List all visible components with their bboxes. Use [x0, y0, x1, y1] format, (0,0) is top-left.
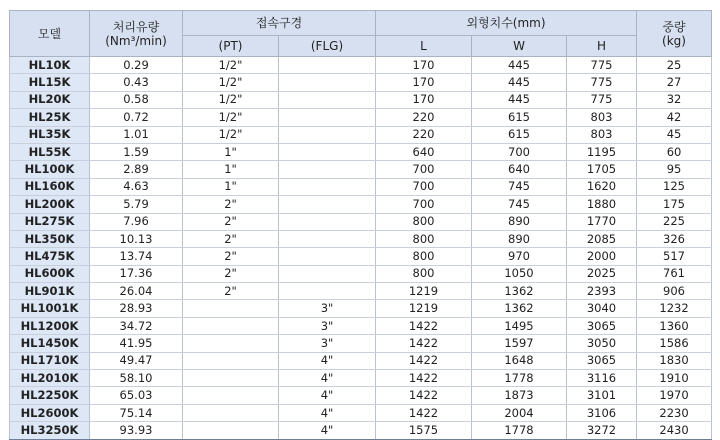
cell-width: 970 — [472, 248, 567, 265]
cell-length: 1575 — [376, 422, 472, 439]
cell-width: 890 — [472, 213, 567, 230]
table-row — [10, 230, 712, 247]
cell-weight: 27 — [637, 74, 712, 91]
table-row — [10, 317, 712, 334]
cell-model: HL1001K — [10, 300, 90, 317]
cell-length: 700 — [376, 161, 472, 178]
cell-weight: 1232 — [637, 300, 712, 317]
cell-pt: 2" — [183, 248, 279, 265]
cell-flg — [279, 74, 376, 91]
header-dimensions-label: 외형치수(mm) — [466, 16, 546, 30]
cell-weight: 1360 — [637, 317, 712, 334]
cell-width: 700 — [472, 143, 567, 160]
cell-width: 1778 — [472, 370, 567, 387]
cell-weight: 42 — [637, 109, 712, 126]
cell-flow: 0.72 — [90, 109, 183, 126]
cell-model: HL2600K — [10, 404, 90, 421]
cell-width: 745 — [472, 178, 567, 195]
cell-width: 2004 — [472, 404, 567, 421]
cell-height: 2393 — [567, 283, 637, 300]
cell-length: 220 — [376, 126, 472, 143]
cell-length: 170 — [376, 57, 472, 74]
cell-flow: 49.47 — [90, 352, 183, 369]
table-row — [10, 404, 712, 421]
cell-flow: 65.03 — [90, 387, 183, 404]
cell-length: 1422 — [376, 335, 472, 352]
cell-weight: 1586 — [637, 335, 712, 352]
cell-model: HL3250K — [10, 422, 90, 439]
cell-height: 3065 — [567, 352, 637, 369]
header-h — [567, 36, 637, 57]
cell-flg — [279, 57, 376, 74]
cell-flg — [279, 143, 376, 160]
cell-weight: 906 — [637, 283, 712, 300]
cell-flow: 0.43 — [90, 74, 183, 91]
cell-model: HL35K — [10, 126, 90, 143]
spec-table-container — [9, 10, 711, 440]
cell-width: 890 — [472, 230, 567, 247]
cell-height: 803 — [567, 109, 637, 126]
cell-height: 1770 — [567, 213, 637, 230]
cell-length: 170 — [376, 91, 472, 108]
cell-width: 445 — [472, 74, 567, 91]
cell-flow: 0.29 — [90, 57, 183, 74]
cell-flg — [279, 283, 376, 300]
cell-flow: 4.63 — [90, 178, 183, 195]
cell-model: HL275K — [10, 213, 90, 230]
cell-flg: 4" — [279, 387, 376, 404]
header-weight-label: 중량 — [662, 19, 686, 34]
cell-weight: 25 — [637, 57, 712, 74]
cell-weight: 1910 — [637, 370, 712, 387]
table-body — [10, 57, 712, 440]
cell-model: HL1710K — [10, 352, 90, 369]
cell-flg — [279, 265, 376, 282]
table-row — [10, 335, 712, 352]
cell-weight: 2430 — [637, 422, 712, 439]
cell-height: 1195 — [567, 143, 637, 160]
cell-flow: 10.13 — [90, 230, 183, 247]
cell-flg — [279, 109, 376, 126]
cell-height: 3101 — [567, 387, 637, 404]
cell-pt — [183, 317, 279, 334]
cell-weight: 32 — [637, 91, 712, 108]
cell-length: 220 — [376, 109, 472, 126]
cell-width: 615 — [472, 126, 567, 143]
header-h-label: H — [596, 39, 607, 53]
cell-height: 775 — [567, 74, 637, 91]
cell-flow: 58.10 — [90, 370, 183, 387]
table-row — [10, 265, 712, 282]
table-row — [10, 370, 712, 387]
cell-model: HL100K — [10, 161, 90, 178]
cell-flg — [279, 161, 376, 178]
header-w-label: W — [513, 39, 525, 53]
table-row — [10, 283, 712, 300]
cell-model: HL2250K — [10, 387, 90, 404]
header-flg — [279, 36, 376, 57]
cell-flow: 1.59 — [90, 143, 183, 160]
cell-pt — [183, 387, 279, 404]
cell-width: 1597 — [472, 335, 567, 352]
table-row — [10, 387, 712, 404]
cell-model: HL25K — [10, 109, 90, 126]
table-row — [10, 91, 712, 108]
cell-flg: 3" — [279, 317, 376, 334]
header-flow-label: 처리유량 — [112, 19, 160, 34]
header-connection — [183, 11, 376, 36]
cell-length: 1422 — [376, 404, 472, 421]
cell-weight: 326 — [637, 230, 712, 247]
cell-pt — [183, 404, 279, 421]
cell-model: HL15K — [10, 74, 90, 91]
cell-flg: 3" — [279, 335, 376, 352]
cell-length: 640 — [376, 143, 472, 160]
table-row — [10, 300, 712, 317]
cell-height: 3106 — [567, 404, 637, 421]
cell-flow: 13.74 — [90, 248, 183, 265]
cell-height: 2085 — [567, 230, 637, 247]
cell-length: 1422 — [376, 387, 472, 404]
cell-model: HL20K — [10, 91, 90, 108]
cell-flow: 2.89 — [90, 161, 183, 178]
cell-length: 700 — [376, 196, 472, 213]
cell-pt — [183, 352, 279, 369]
cell-pt — [183, 422, 279, 439]
table-row — [10, 109, 712, 126]
cell-width: 445 — [472, 57, 567, 74]
cell-width: 1050 — [472, 265, 567, 282]
cell-model: HL2010K — [10, 370, 90, 387]
cell-width: 1648 — [472, 352, 567, 369]
cell-flow: 41.95 — [90, 335, 183, 352]
cell-pt — [183, 370, 279, 387]
cell-model: HL600K — [10, 265, 90, 282]
cell-weight: 761 — [637, 265, 712, 282]
cell-pt: 1/2" — [183, 126, 279, 143]
cell-pt: 1" — [183, 178, 279, 195]
table-row — [10, 178, 712, 195]
cell-flg — [279, 178, 376, 195]
cell-pt: 2" — [183, 196, 279, 213]
cell-flow: 0.58 — [90, 91, 183, 108]
cell-weight: 225 — [637, 213, 712, 230]
cell-model: HL200K — [10, 196, 90, 213]
header-l-label: L — [420, 39, 427, 53]
cell-height: 3065 — [567, 317, 637, 334]
cell-model: HL475K — [10, 248, 90, 265]
cell-length: 170 — [376, 74, 472, 91]
cell-model: HL55K — [10, 143, 90, 160]
cell-weight: 1830 — [637, 352, 712, 369]
table-row — [10, 352, 712, 369]
cell-model: HL1200K — [10, 317, 90, 334]
cell-height: 3116 — [567, 370, 637, 387]
cell-pt: 2" — [183, 213, 279, 230]
table-row — [10, 143, 712, 160]
cell-pt: 1/2" — [183, 74, 279, 91]
cell-width: 1362 — [472, 283, 567, 300]
cell-width: 640 — [472, 161, 567, 178]
cell-model: HL10K — [10, 57, 90, 74]
table-row — [10, 74, 712, 91]
cell-height: 3272 — [567, 422, 637, 439]
cell-pt: 1/2" — [183, 91, 279, 108]
table-row — [10, 213, 712, 230]
cell-model: HL901K — [10, 283, 90, 300]
cell-height: 1705 — [567, 161, 637, 178]
cell-height: 775 — [567, 91, 637, 108]
cell-flow: 75.14 — [90, 404, 183, 421]
cell-flg — [279, 196, 376, 213]
header-pt-label: (PT) — [218, 39, 243, 53]
header-l — [376, 36, 472, 57]
cell-pt: 2" — [183, 230, 279, 247]
cell-height: 1620 — [567, 178, 637, 195]
header-weight-unit: (kg) — [662, 33, 686, 48]
cell-weight: 125 — [637, 178, 712, 195]
cell-pt: 2" — [183, 265, 279, 282]
cell-flow: 26.04 — [90, 283, 183, 300]
cell-weight: 2230 — [637, 404, 712, 421]
cell-length: 1219 — [376, 300, 472, 317]
cell-width: 445 — [472, 91, 567, 108]
header-flow-unit: (Nm³/min) — [105, 33, 167, 48]
cell-model: HL160K — [10, 178, 90, 195]
header-model-label: 모델 — [37, 26, 62, 41]
cell-width: 1778 — [472, 422, 567, 439]
cell-flg: 4" — [279, 352, 376, 369]
cell-flow: 1.01 — [90, 126, 183, 143]
table-row — [10, 196, 712, 213]
cell-height: 3040 — [567, 300, 637, 317]
cell-weight: 95 — [637, 161, 712, 178]
cell-height: 803 — [567, 126, 637, 143]
cell-weight: 517 — [637, 248, 712, 265]
header-pt — [183, 36, 279, 57]
cell-pt: 1" — [183, 143, 279, 160]
header-w — [472, 36, 567, 57]
cell-length: 1422 — [376, 317, 472, 334]
cell-height: 3050 — [567, 335, 637, 352]
cell-pt: 1/2" — [183, 109, 279, 126]
cell-flow: 28.93 — [90, 300, 183, 317]
table-row — [10, 422, 712, 439]
spec-table — [9, 10, 712, 440]
cell-pt — [183, 300, 279, 317]
table-row — [10, 161, 712, 178]
cell-width: 615 — [472, 109, 567, 126]
cell-model: HL350K — [10, 230, 90, 247]
header-flg-label: (FLG) — [310, 39, 344, 53]
cell-length: 800 — [376, 248, 472, 265]
header-flow — [90, 11, 183, 57]
cell-flow: 5.79 — [90, 196, 183, 213]
cell-pt — [183, 335, 279, 352]
cell-flow: 93.93 — [90, 422, 183, 439]
cell-weight: 45 — [637, 126, 712, 143]
cell-length: 1422 — [376, 370, 472, 387]
cell-pt: 2" — [183, 283, 279, 300]
cell-pt: 1/2" — [183, 57, 279, 74]
cell-flow: 7.96 — [90, 213, 183, 230]
cell-flg: 3" — [279, 300, 376, 317]
cell-width: 745 — [472, 196, 567, 213]
cell-flg — [279, 248, 376, 265]
cell-height: 775 — [567, 57, 637, 74]
cell-width: 1873 — [472, 387, 567, 404]
table-header — [10, 11, 712, 57]
cell-flg: 4" — [279, 404, 376, 421]
cell-height: 1880 — [567, 196, 637, 213]
cell-flg — [279, 230, 376, 247]
cell-weight: 175 — [637, 196, 712, 213]
cell-flg — [279, 213, 376, 230]
cell-weight: 60 — [637, 143, 712, 160]
cell-weight: 1970 — [637, 387, 712, 404]
cell-width: 1495 — [472, 317, 567, 334]
cell-length: 1219 — [376, 283, 472, 300]
cell-flow: 17.36 — [90, 265, 183, 282]
cell-flg — [279, 91, 376, 108]
cell-flg: 4" — [279, 370, 376, 387]
cell-flg — [279, 126, 376, 143]
header-connection-label: 접속구경 — [255, 16, 303, 30]
header-dimensions — [376, 11, 637, 36]
cell-height: 2025 — [567, 265, 637, 282]
cell-width: 1362 — [472, 300, 567, 317]
header-weight — [637, 11, 712, 57]
cell-length: 700 — [376, 178, 472, 195]
cell-length: 800 — [376, 265, 472, 282]
header-model — [10, 11, 90, 57]
table-row — [10, 57, 712, 74]
cell-length: 800 — [376, 230, 472, 247]
cell-flow: 34.72 — [90, 317, 183, 334]
cell-length: 800 — [376, 213, 472, 230]
table-row — [10, 126, 712, 143]
cell-height: 2000 — [567, 248, 637, 265]
cell-pt: 1" — [183, 161, 279, 178]
table-row — [10, 248, 712, 265]
cell-model: HL1450K — [10, 335, 90, 352]
cell-flg: 4" — [279, 422, 376, 439]
cell-length: 1422 — [376, 352, 472, 369]
